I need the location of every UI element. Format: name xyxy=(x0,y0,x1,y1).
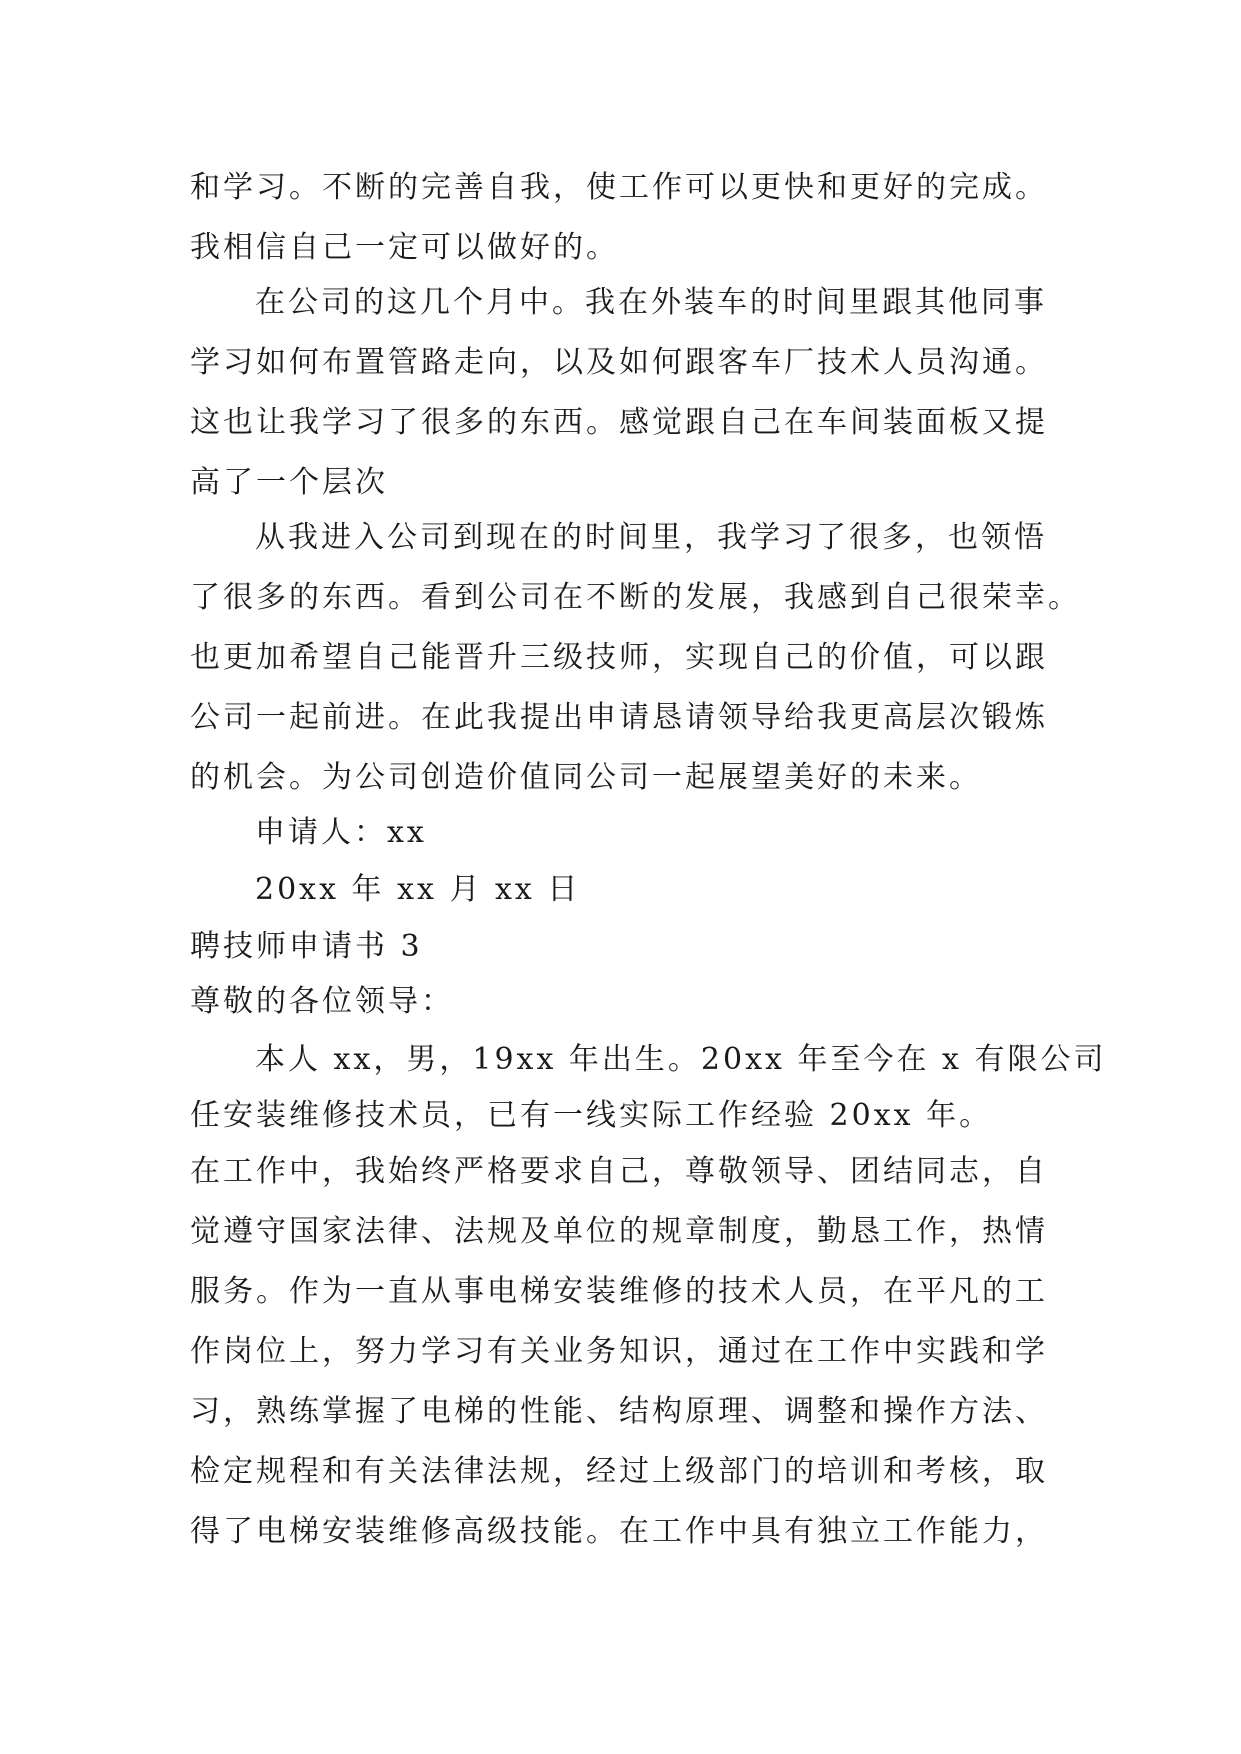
salutation: 尊敬的各位领导： xyxy=(190,984,454,1019)
text-line: 检定规程和有关法律法规，经过上级部门的培训和考核，取 xyxy=(190,1454,1048,1489)
text-line: 在公司的这几个月中。我在外装车的时间里跟其他同事 xyxy=(255,285,1047,320)
text-line: 和学习。不断的完善自我，使工作可以更快和更好的完成。 xyxy=(190,170,1048,205)
text-line: 服务。作为一直从事电梯安装维修的技术人员，在平凡的工 xyxy=(190,1274,1048,1309)
text-line: 作岗位上，努力学习有关业务知识，通过在工作中实践和学 xyxy=(190,1334,1048,1369)
text-line: 这也让我学习了很多的东西。感觉跟自己在车间装面板又提 xyxy=(190,405,1048,440)
text-line: 觉遵守国家法律、法规及单位的规章制度，勤恳工作，热情 xyxy=(190,1214,1048,1249)
text-line: 的机会。为公司创造价值同公司一起展望美好的未来。 xyxy=(190,760,982,795)
text-line: 我相信自己一定可以做好的。 xyxy=(190,230,619,265)
text-line: 任安装维修技术员，已有一线实际工作经验 20xx 年。 xyxy=(190,1098,993,1133)
text-line: 了很多的东西。看到公司在不断的发展，我感到自己很荣幸。 xyxy=(190,580,1081,615)
text-line: 得了电梯安装维修高级技能。在工作中具有独立工作能力， xyxy=(190,1514,1048,1549)
text-line: 高了一个层次 xyxy=(190,465,388,500)
applicant-signature: 申请人：xx xyxy=(255,815,427,850)
section-title: 聘技师申请书 3 xyxy=(190,929,423,964)
text-line: 从我进入公司到现在的时间里，我学习了很多，也领悟 xyxy=(255,520,1047,555)
text-line: 本人 xx，男，19xx 年出生。20xx 年至今在 x 有限公司 xyxy=(255,1042,1107,1077)
text-line: 公司一起前进。在此我提出申请恳请领导给我更高层次锻炼 xyxy=(190,700,1048,735)
text-line: 在工作中，我始终严格要求自己，尊敬领导、团结同志，自 xyxy=(190,1154,1048,1189)
text-line: 也更加希望自己能晋升三级技师，实现自己的价值，可以跟 xyxy=(190,640,1048,675)
text-line: 学习如何布置管路走向，以及如何跟客车厂技术人员沟通。 xyxy=(190,345,1048,380)
text-line: 习，熟练掌握了电梯的性能、结构原理、调整和操作方法、 xyxy=(190,1394,1048,1429)
date-line: 20xx 年 xx 月 xx 日 xyxy=(255,872,581,907)
